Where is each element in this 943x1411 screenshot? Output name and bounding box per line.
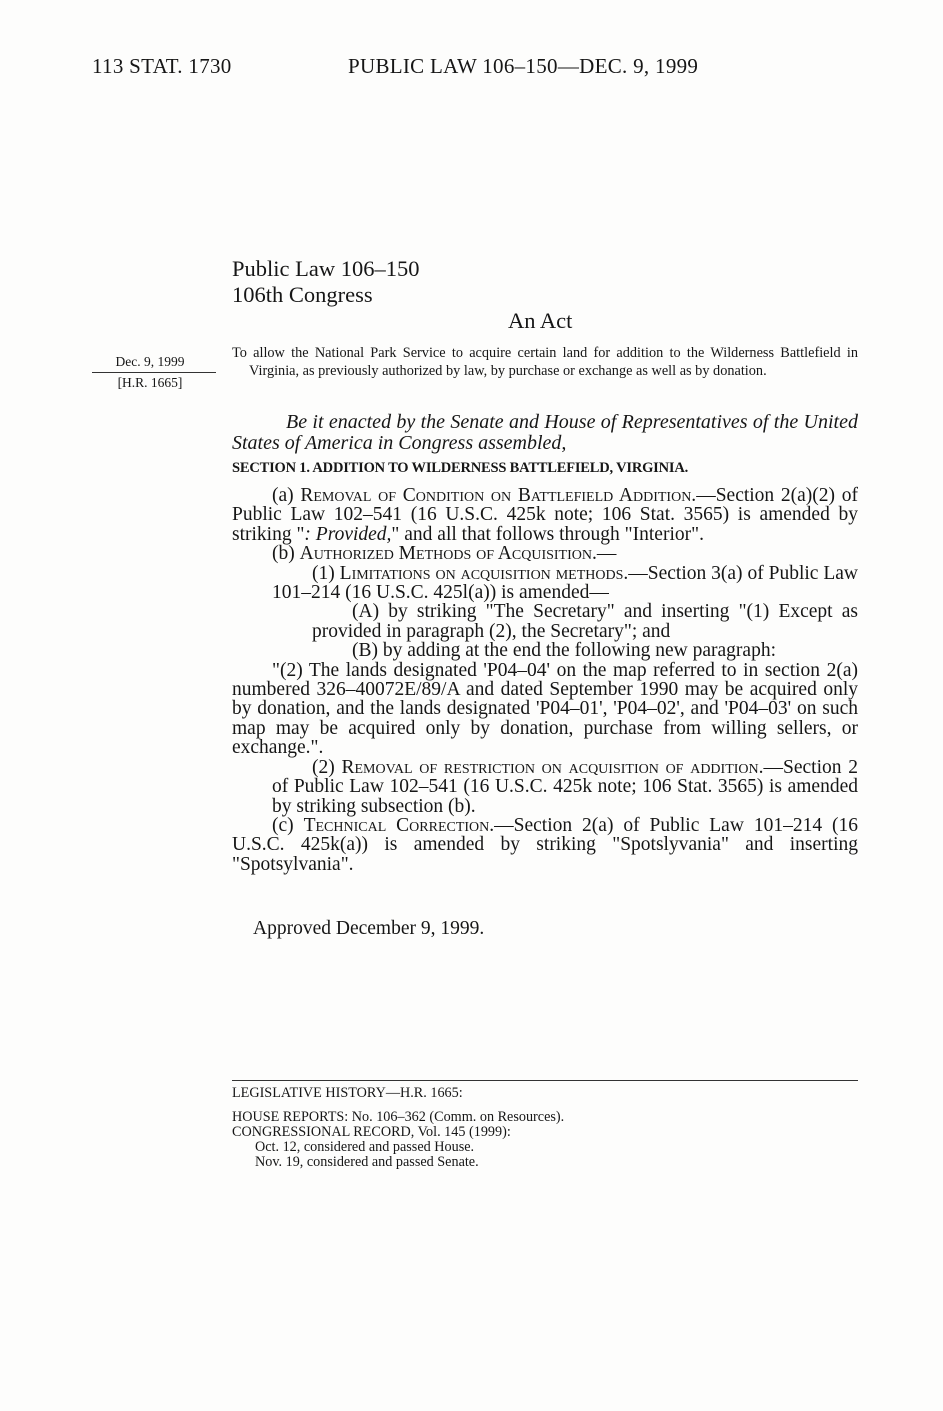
margin-bill-number: [H.R. 1665] xyxy=(117,375,183,390)
subsection-a-text: Section 2(a)(2) of Public Law 102–541 (16 U.S.C. 425k note; 106 Stat. 3565) is amended by striking " xyxy=(232,485,858,545)
subsection-a-heading: Removal of Condition on Battlefield Addition. xyxy=(300,485,697,506)
subsection-c-label: (c) xyxy=(272,814,304,836)
subsection-a-text-end: " and all that follows through "Interior". xyxy=(391,523,704,545)
em-dash: — xyxy=(763,756,784,778)
paragraph-b2-text: Section 2 of Public Law 102–541 (16 U.S.C. 425k note; 106 Stat. 3565) is amended by striking subsection (b). xyxy=(272,756,858,817)
law-number: Public Law 106–150 xyxy=(232,256,420,281)
paragraph-b1-text: Section 3(a) of Public Law 101–214 (16 U.S.C. 425l(a)) is amended— xyxy=(272,562,858,604)
subsection-c xyxy=(232,816,858,874)
subsection-a xyxy=(232,486,858,544)
legislative-history-heading: LEGISLATIVE HISTORY—H.R. 1665: xyxy=(232,1085,463,1101)
paragraph-b2-label: (2) xyxy=(312,756,342,778)
history-event: Nov. 19, considered and passed Senate. xyxy=(255,1154,479,1170)
paragraph-b1 xyxy=(232,564,858,603)
subsection-c-text: Section 2(a) of Public Law 101–214 (16 U.S.C. 425k(a)) is amended by striking "Spotslyvania" and inserting "Spotsylvania". xyxy=(232,814,858,875)
congress-number: 106th Congress xyxy=(232,282,373,307)
em-dash: — xyxy=(696,485,716,506)
legislative-history xyxy=(232,1086,858,1170)
subparagraph-B: (B) by adding at the end the following new paragraph: xyxy=(352,640,777,662)
section-body xyxy=(232,486,858,874)
subsection-a-proviso: : Provided, xyxy=(304,523,392,545)
em-dash: — xyxy=(628,562,648,584)
subsection-b-heading: Authorized Methods of Acquisition. xyxy=(299,543,597,565)
purpose-clause xyxy=(232,345,858,380)
house-reports: HOUSE REPORTS: No. 106–362 (Comm. on Resources). xyxy=(232,1109,565,1125)
footnote-divider xyxy=(232,1080,858,1081)
running-title: PUBLIC LAW 106–150—DEC. 9, 1999 xyxy=(348,54,699,78)
margin-date: Dec. 9, 1999 xyxy=(115,354,185,369)
em-dash: — xyxy=(596,543,617,565)
approval-date: Approved December 9, 1999. xyxy=(253,918,485,939)
enacting-clause: Be it enacted by the Senate and House of Representatives of the United States of America in Congress assembled, xyxy=(232,411,858,454)
em-dash: — xyxy=(494,814,514,836)
subsection-c-heading: Technical Correction. xyxy=(303,814,495,836)
history-event: Oct. 12, considered and passed House. xyxy=(255,1139,475,1155)
congressional-record: CONGRESSIONAL RECORD, Vol. 145 (1999): xyxy=(232,1124,511,1140)
subsection-b xyxy=(232,544,858,563)
section-heading: SECTION 1. ADDITION TO WILDERNESS BATTLEFIELD, VIRGINIA. xyxy=(232,460,689,476)
paragraph-b2 xyxy=(232,758,858,816)
paragraph-b2-heading: Removal of restriction on acquisition of addition. xyxy=(341,756,764,778)
subsection-a-label: (a) xyxy=(272,485,301,506)
stat-page-number: 113 STAT. 1730 xyxy=(92,54,232,78)
purpose-text: To allow the National Park Service to acquire certain land for addition to the Wilderness Battlefield in Virginia, as previously authorized by law, by purchase or exchange as well as by donation. xyxy=(232,345,858,379)
margin-divider xyxy=(92,372,216,373)
paragraph-b1-heading: Limitations on acquisition methods. xyxy=(339,562,629,584)
quoted-new-paragraph: "(2) The lands designated 'P04–04' on the map referred to in section 2(a) numbered 326–40072E/89/A and dated September 1990 may be acquired only by donation, and the lands designated 'P04–01', 'P04–02', and 'P04–03' on such map may be acquired only by donation, purchase from willing sellers, or exchange.". xyxy=(232,659,858,759)
paragraph-b1-label: (1) xyxy=(312,562,340,584)
act-label: An Act xyxy=(508,308,573,333)
subsection-b-label: (b) xyxy=(272,543,300,565)
subparagraph-A: (A) by striking "The Secretary" and inserting "(1) Except as provided in paragraph (2), the Secretary"; and xyxy=(312,601,858,642)
